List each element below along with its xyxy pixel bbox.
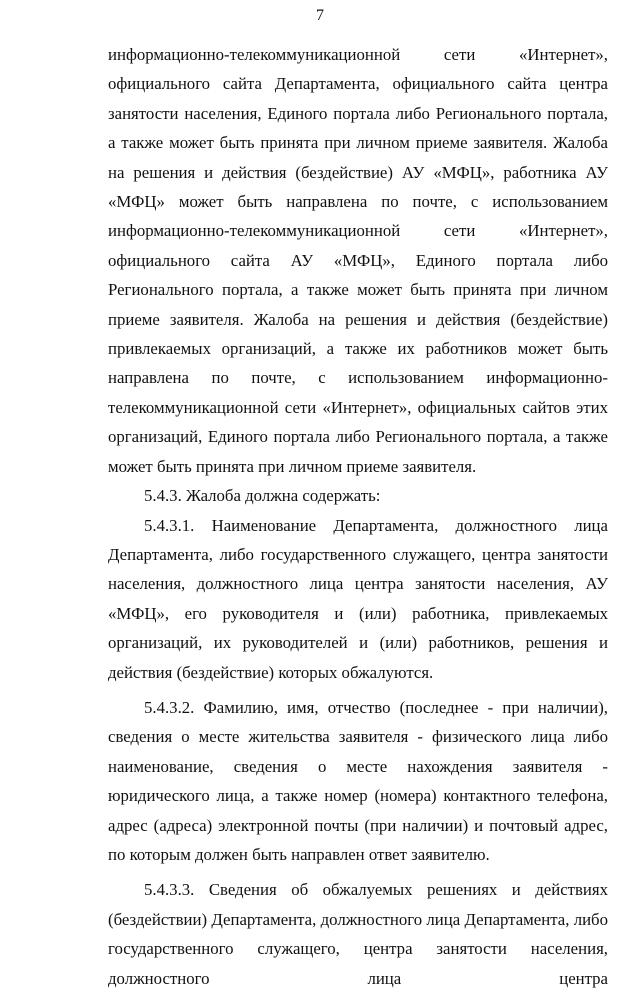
paragraph-5-4-3: 5.4.3. Жалоба должна содержать: (144, 486, 381, 506)
paragraph-5-4-3-2: 5.4.3.2. Фамилию, имя, отчество (последнее - при наличии), сведения о месте жительства заявителя - физического лица либо наименование, сведения о месте нахождения заявителя - юридического лица, а также номер (номера) контактного телефона, адрес (адреса) электронной почты (при наличии) и почтовый адрес, по которым должен быть направлен ответ заявителю. (108, 697, 608, 864)
paragraph-complaint-channels: информационно-телекоммуникационной сети «Интернет», официального сайта Департамента, официального сайта центра занятости населения, Единого портала либо Регионального портала, а также может быть принята при личном приеме заявителя. Жалоба на решения и действия (бездействие) АУ «МФЦ», работника АУ «МФЦ» может быть направлена по почте, с использованием информационно-телекоммуникационной сети «Интернет», официального сайта АУ «МФЦ», Единого портала либо Регионального портала, а также может быть принята при личном приеме заявителя. Жалоба на решения и действия (бездействие) привлекаемых организаций, а также их работников может быть направлена по почте, с использованием информационно-телекоммуникационной сети «Интернет», официальных сайтов этих организаций, Единого портала либо Регионального портала, а также может быть принята при личном приеме заявителя. (108, 45, 608, 476)
document-body (108, 40, 608, 993)
page-number: 7 (316, 7, 324, 24)
paragraph-5-4-3-1: 5.4.3.1. Наименование Департамента, должностного лица Департамента, либо государственного служащего, центра занятости населения, должностного лица центра занятости населения, АУ «МФЦ», его руководителя и (или) работника, привлекаемых организаций, их руководителей и (или) работников, решения и действия (бездействие) которых обжалуются. (108, 515, 608, 682)
paragraph-5-4-3-3: 5.4.3.3. Сведения об обжалуемых решениях и действиях (бездействии) Департамента, должностного лица Департамента, либо государственного служащего, центра занятости населения, должностного лица центра (108, 880, 608, 988)
